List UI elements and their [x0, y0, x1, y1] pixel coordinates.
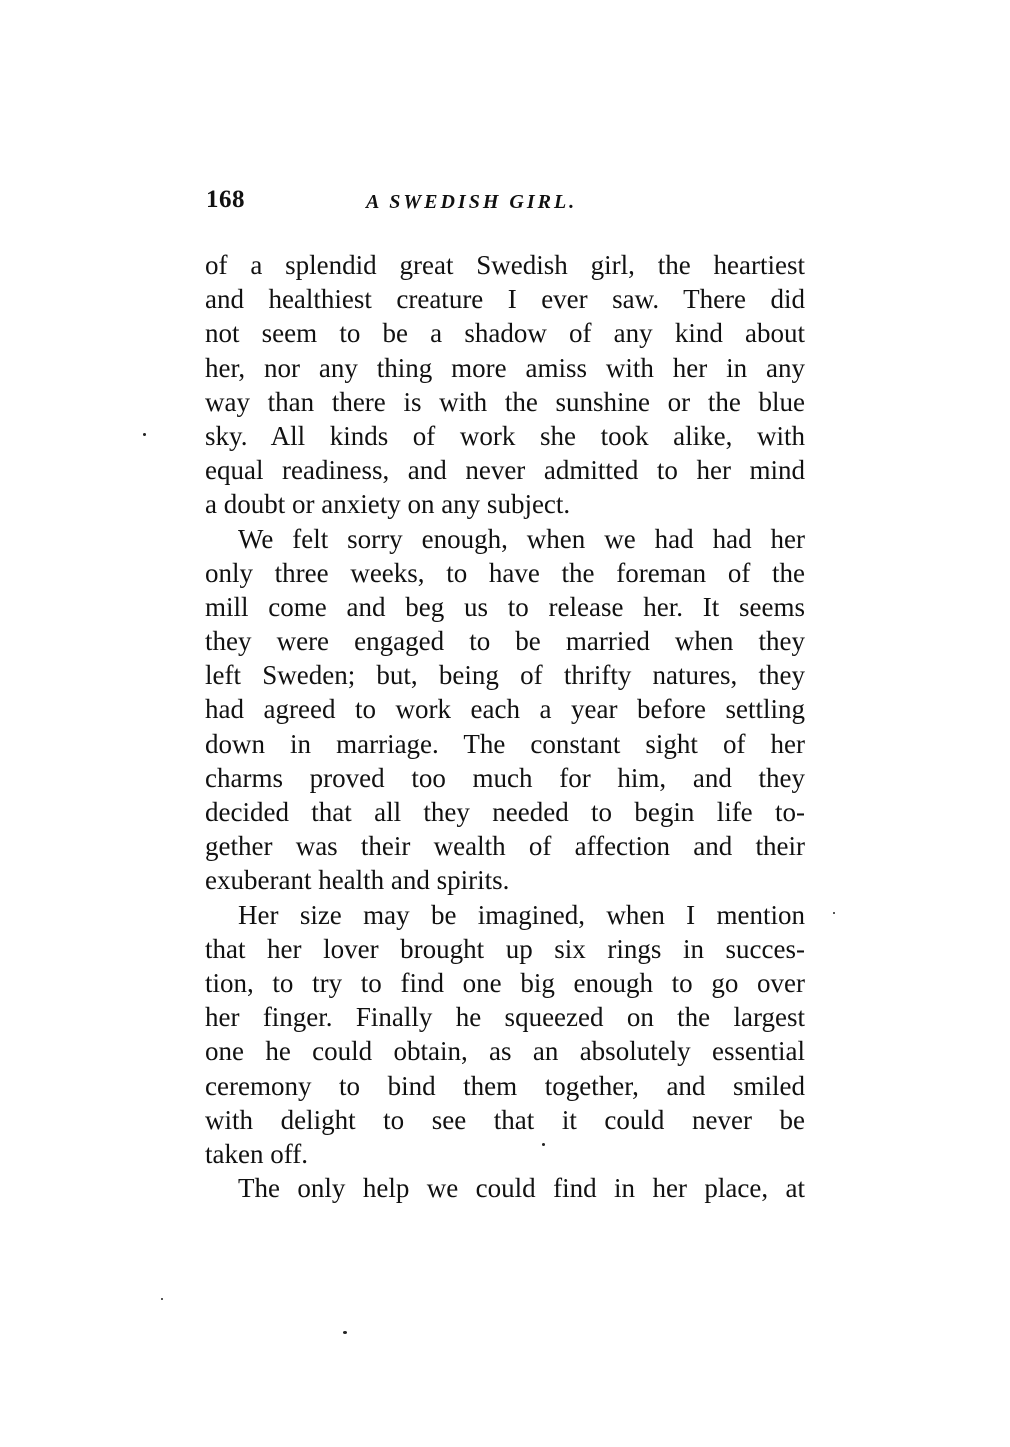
- text-line: The only help we could find in her place, at: [238, 1173, 805, 1204]
- text-line: of a splendid great Swedish girl, the heartiest: [205, 250, 805, 280]
- text-line: We felt sorry enough, when we had had her: [238, 523, 805, 554]
- text-line: way than there is with the sunshine or the blue: [205, 386, 805, 417]
- scan-speck: [143, 433, 146, 436]
- text-line: not seem to be a shadow of any kind about: [205, 318, 805, 349]
- scan-speck: [343, 1331, 347, 1334]
- text-line: with delight to see that it could never be: [205, 1104, 805, 1135]
- text-line: gether was their wealth of affection and their: [205, 831, 805, 862]
- text-line: sky. All kinds of work she took alike, with: [205, 420, 805, 451]
- text-line: one he could obtain, as an absolutely essential: [205, 1036, 805, 1067]
- text-line: down in marriage. The constant sight of her: [205, 728, 805, 759]
- text-line: mill come and beg us to release her. It seems: [205, 591, 805, 622]
- text-line: a doubt or anxiety on any subject.: [205, 489, 571, 520]
- text-line: exuberant health and spirits.: [205, 865, 510, 896]
- text-line: ceremony to bind them together, and smiled: [205, 1070, 805, 1101]
- text-line: taken off.: [205, 1138, 308, 1169]
- text-line: her, nor any thing more amiss with her in any: [205, 352, 805, 383]
- text-line: only three weeks, to have the foreman of the: [205, 557, 805, 588]
- text-line: Her size may be imagined, when I mention: [238, 899, 805, 930]
- paragraph-3: [205, 898, 805, 1172]
- text-line: her finger. Finally he squeezed on the largest: [205, 1002, 805, 1033]
- text-line: they were engaged to be married when they: [205, 626, 805, 657]
- text-line: charms proved too much for him, and they: [205, 762, 805, 793]
- paragraph-1: [205, 248, 805, 522]
- text-line: and healthiest creature I ever saw. There did: [205, 284, 805, 315]
- page-header: [206, 186, 806, 226]
- page-number: 168: [206, 186, 245, 213]
- scan-speck: [542, 1143, 545, 1146]
- text-line: equal readiness, and never admitted to her mind: [205, 455, 805, 486]
- scan-speck: [833, 912, 835, 914]
- text-line: tion, to try to find one big enough to go over: [205, 967, 805, 998]
- text-line: that her lover brought up six rings in succes-: [205, 933, 805, 964]
- running-title: A SWEDISH GIRL.: [366, 191, 578, 213]
- scan-speck: [161, 1298, 163, 1300]
- body-text: [205, 248, 805, 1205]
- text-line: had agreed to work each a year before settling: [205, 694, 805, 725]
- paragraph-4: [205, 1171, 805, 1205]
- text-line: decided that all they needed to begin life to-: [205, 797, 805, 827]
- paragraph-2: [205, 522, 805, 898]
- text-line: left Sweden; but, being of thrifty natures, they: [205, 660, 805, 691]
